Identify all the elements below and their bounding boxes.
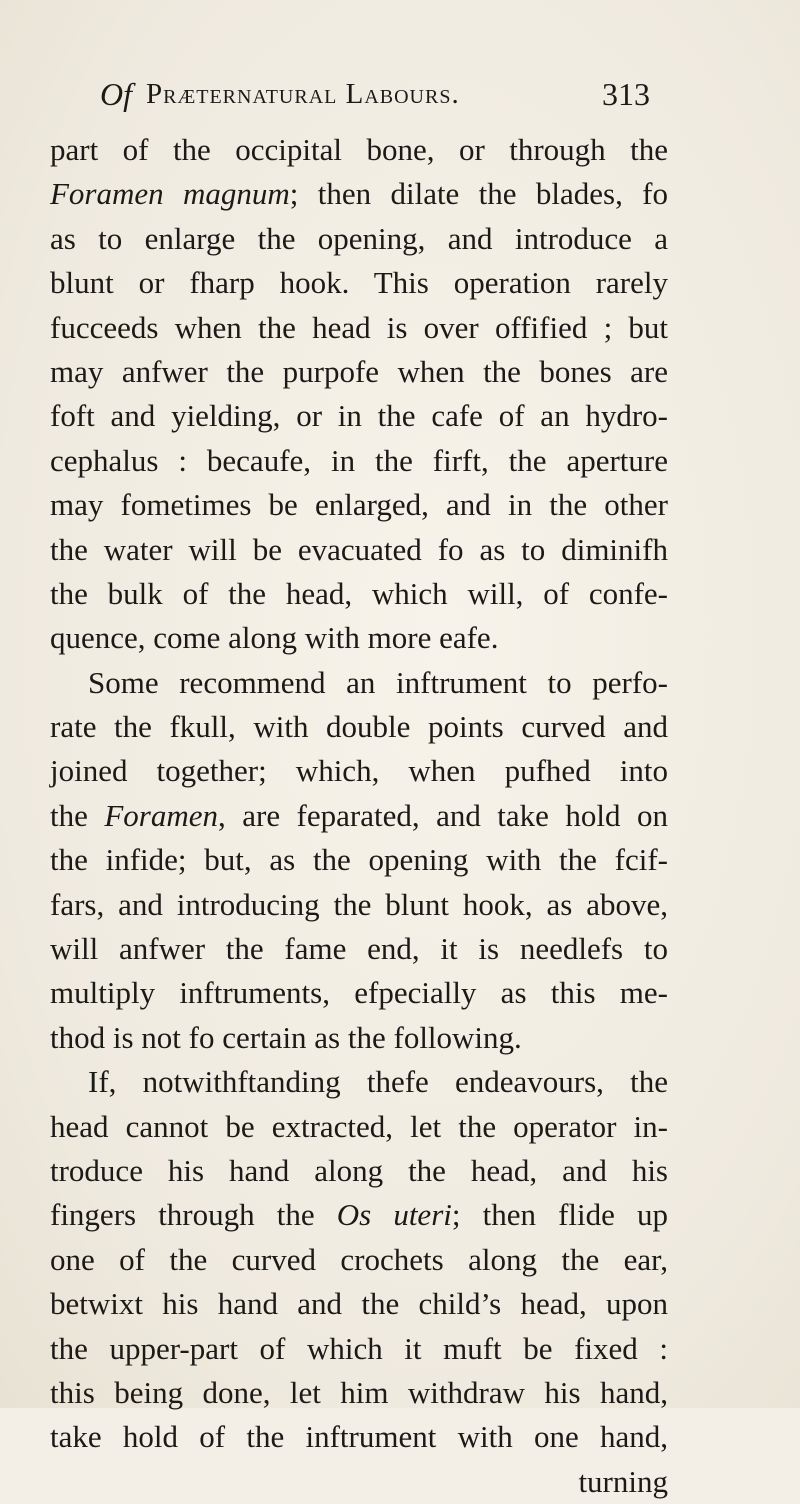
text-line: Some recommend an inftrument to perfo-	[88, 664, 668, 700]
text-line: cephalus : becaufe, in the firft, the aperture	[50, 442, 668, 478]
text-line: this being done, let him withdraw his hand,	[50, 1374, 668, 1410]
text-line: fingers through the Os uteri; then flide up	[50, 1197, 669, 1233]
text-line: the upper-part of which it muft be fixed :	[50, 1330, 668, 1366]
text-line: blunt or fharp hook. This operation rarely	[50, 265, 668, 301]
catchword: turning	[578, 1463, 668, 1499]
text-line: as to enlarge the opening, and introduce a	[50, 220, 668, 256]
text-line: thod is not fo certain as the following.	[50, 1019, 522, 1055]
text-line: take hold of the inftrument with one hand,	[50, 1419, 668, 1455]
body-text	[50, 128, 668, 1504]
text-line: head cannot be extracted, let the operator in-	[50, 1108, 668, 1144]
text-line: rate the fkull, with double points curved and	[50, 709, 668, 745]
text-line: foft and yielding, or in the cafe of an hydro-	[50, 398, 668, 434]
text-line: troduce his hand along the head, and his	[50, 1152, 668, 1188]
text-line: will anfwer the fame end, it is needlefs to	[50, 931, 668, 967]
italic-term: Foramen	[104, 797, 219, 833]
text-line: may fometimes be enlarged, and in the other	[50, 487, 668, 523]
text-line: the infide; but, as the opening with the fcif-	[50, 842, 668, 878]
text-line: If, notwithftanding thefe endeavours, the	[88, 1064, 668, 1100]
header-preposition: Of	[100, 76, 132, 112]
text-line: one of the curved crochets along the ear,	[50, 1241, 668, 1277]
text-line: betwixt his hand and the child’s head, upon	[50, 1286, 668, 1322]
text-line: fucceeds when the head is over offified ; but	[50, 309, 668, 345]
text-line: the water will be evacuated fo as to diminifh	[50, 531, 668, 567]
text-line: fars, and introducing the blunt hook, as above,	[50, 886, 668, 922]
page-number: 313	[602, 76, 650, 112]
running-header	[100, 76, 700, 118]
italic-term: Foramen magnum	[50, 176, 290, 212]
text-line: quence, come along with more eafe.	[50, 620, 499, 656]
text-line: the bulk of the head, which will, of confe-	[50, 575, 668, 611]
italic-term: Os uteri	[336, 1197, 452, 1233]
text-line: part of the occipital bone, or through the	[50, 132, 668, 167]
text-line: Foramen magnum; then dilate the blades, fo	[50, 176, 669, 212]
text-line: multiply inftruments, efpecially as this me-	[50, 975, 668, 1011]
text-line: the Foramen, are feparated, and take hold on	[50, 797, 668, 833]
header-title: Præternatural Labours.	[146, 78, 460, 110]
text-line: joined together; which, when pufhed into	[50, 753, 668, 789]
text-line: may anfwer the purpofe when the bones are	[50, 353, 668, 389]
